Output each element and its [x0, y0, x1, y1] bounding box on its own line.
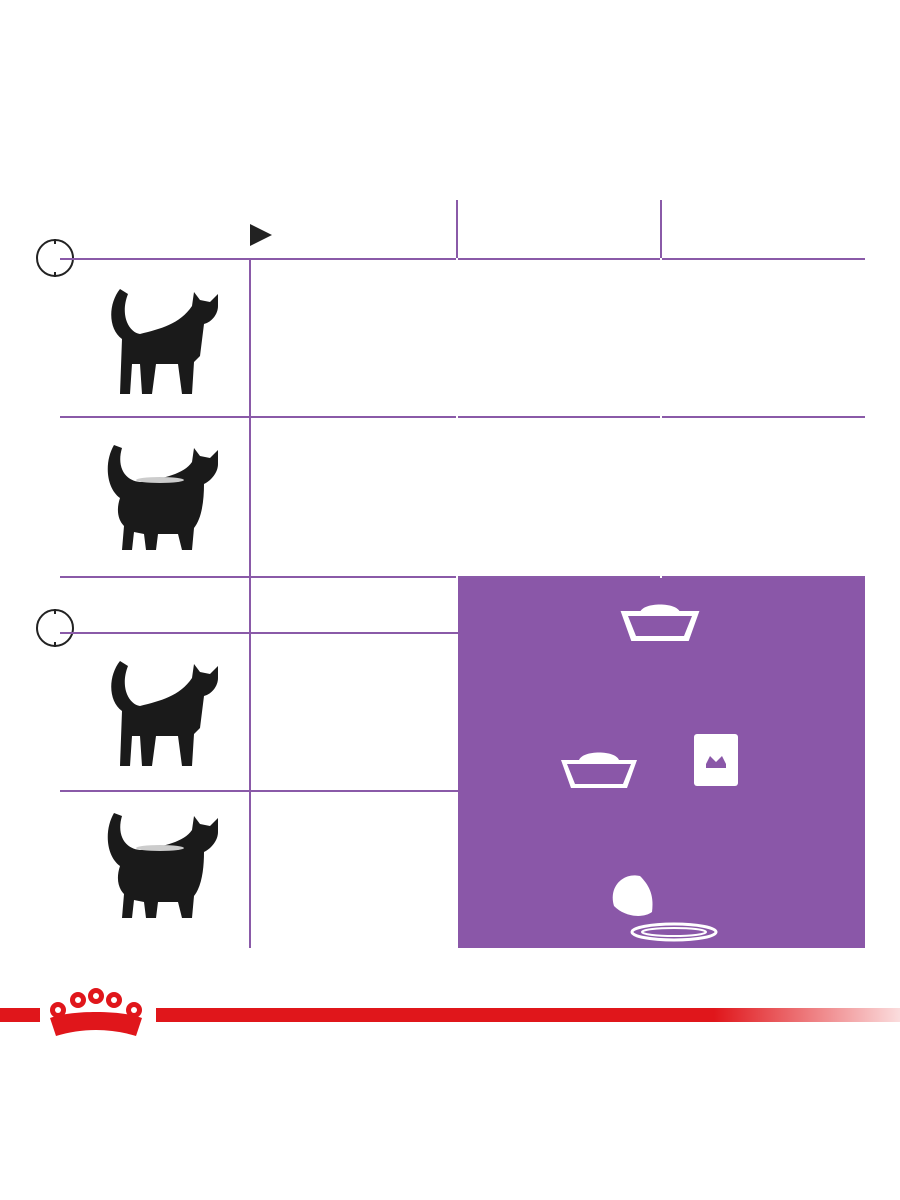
red-band — [0, 1008, 40, 1022]
water-bowl-icon — [604, 866, 724, 951]
play-arrow-icon — [248, 222, 274, 253]
cat-optimal-icon — [100, 284, 230, 409]
legend-panel — [458, 578, 865, 948]
wet-pouch-icon — [690, 730, 742, 795]
dry-bowl-icon — [618, 598, 702, 649]
cat-optimal-icon — [100, 656, 230, 781]
red-band — [156, 1008, 900, 1022]
royal-canin-crown-logo — [40, 988, 152, 1047]
dry-bowl-icon — [554, 746, 644, 797]
cat-overweight-icon — [100, 808, 230, 933]
cat-overweight-icon — [100, 440, 230, 565]
clock-24h-icon — [33, 606, 77, 650]
